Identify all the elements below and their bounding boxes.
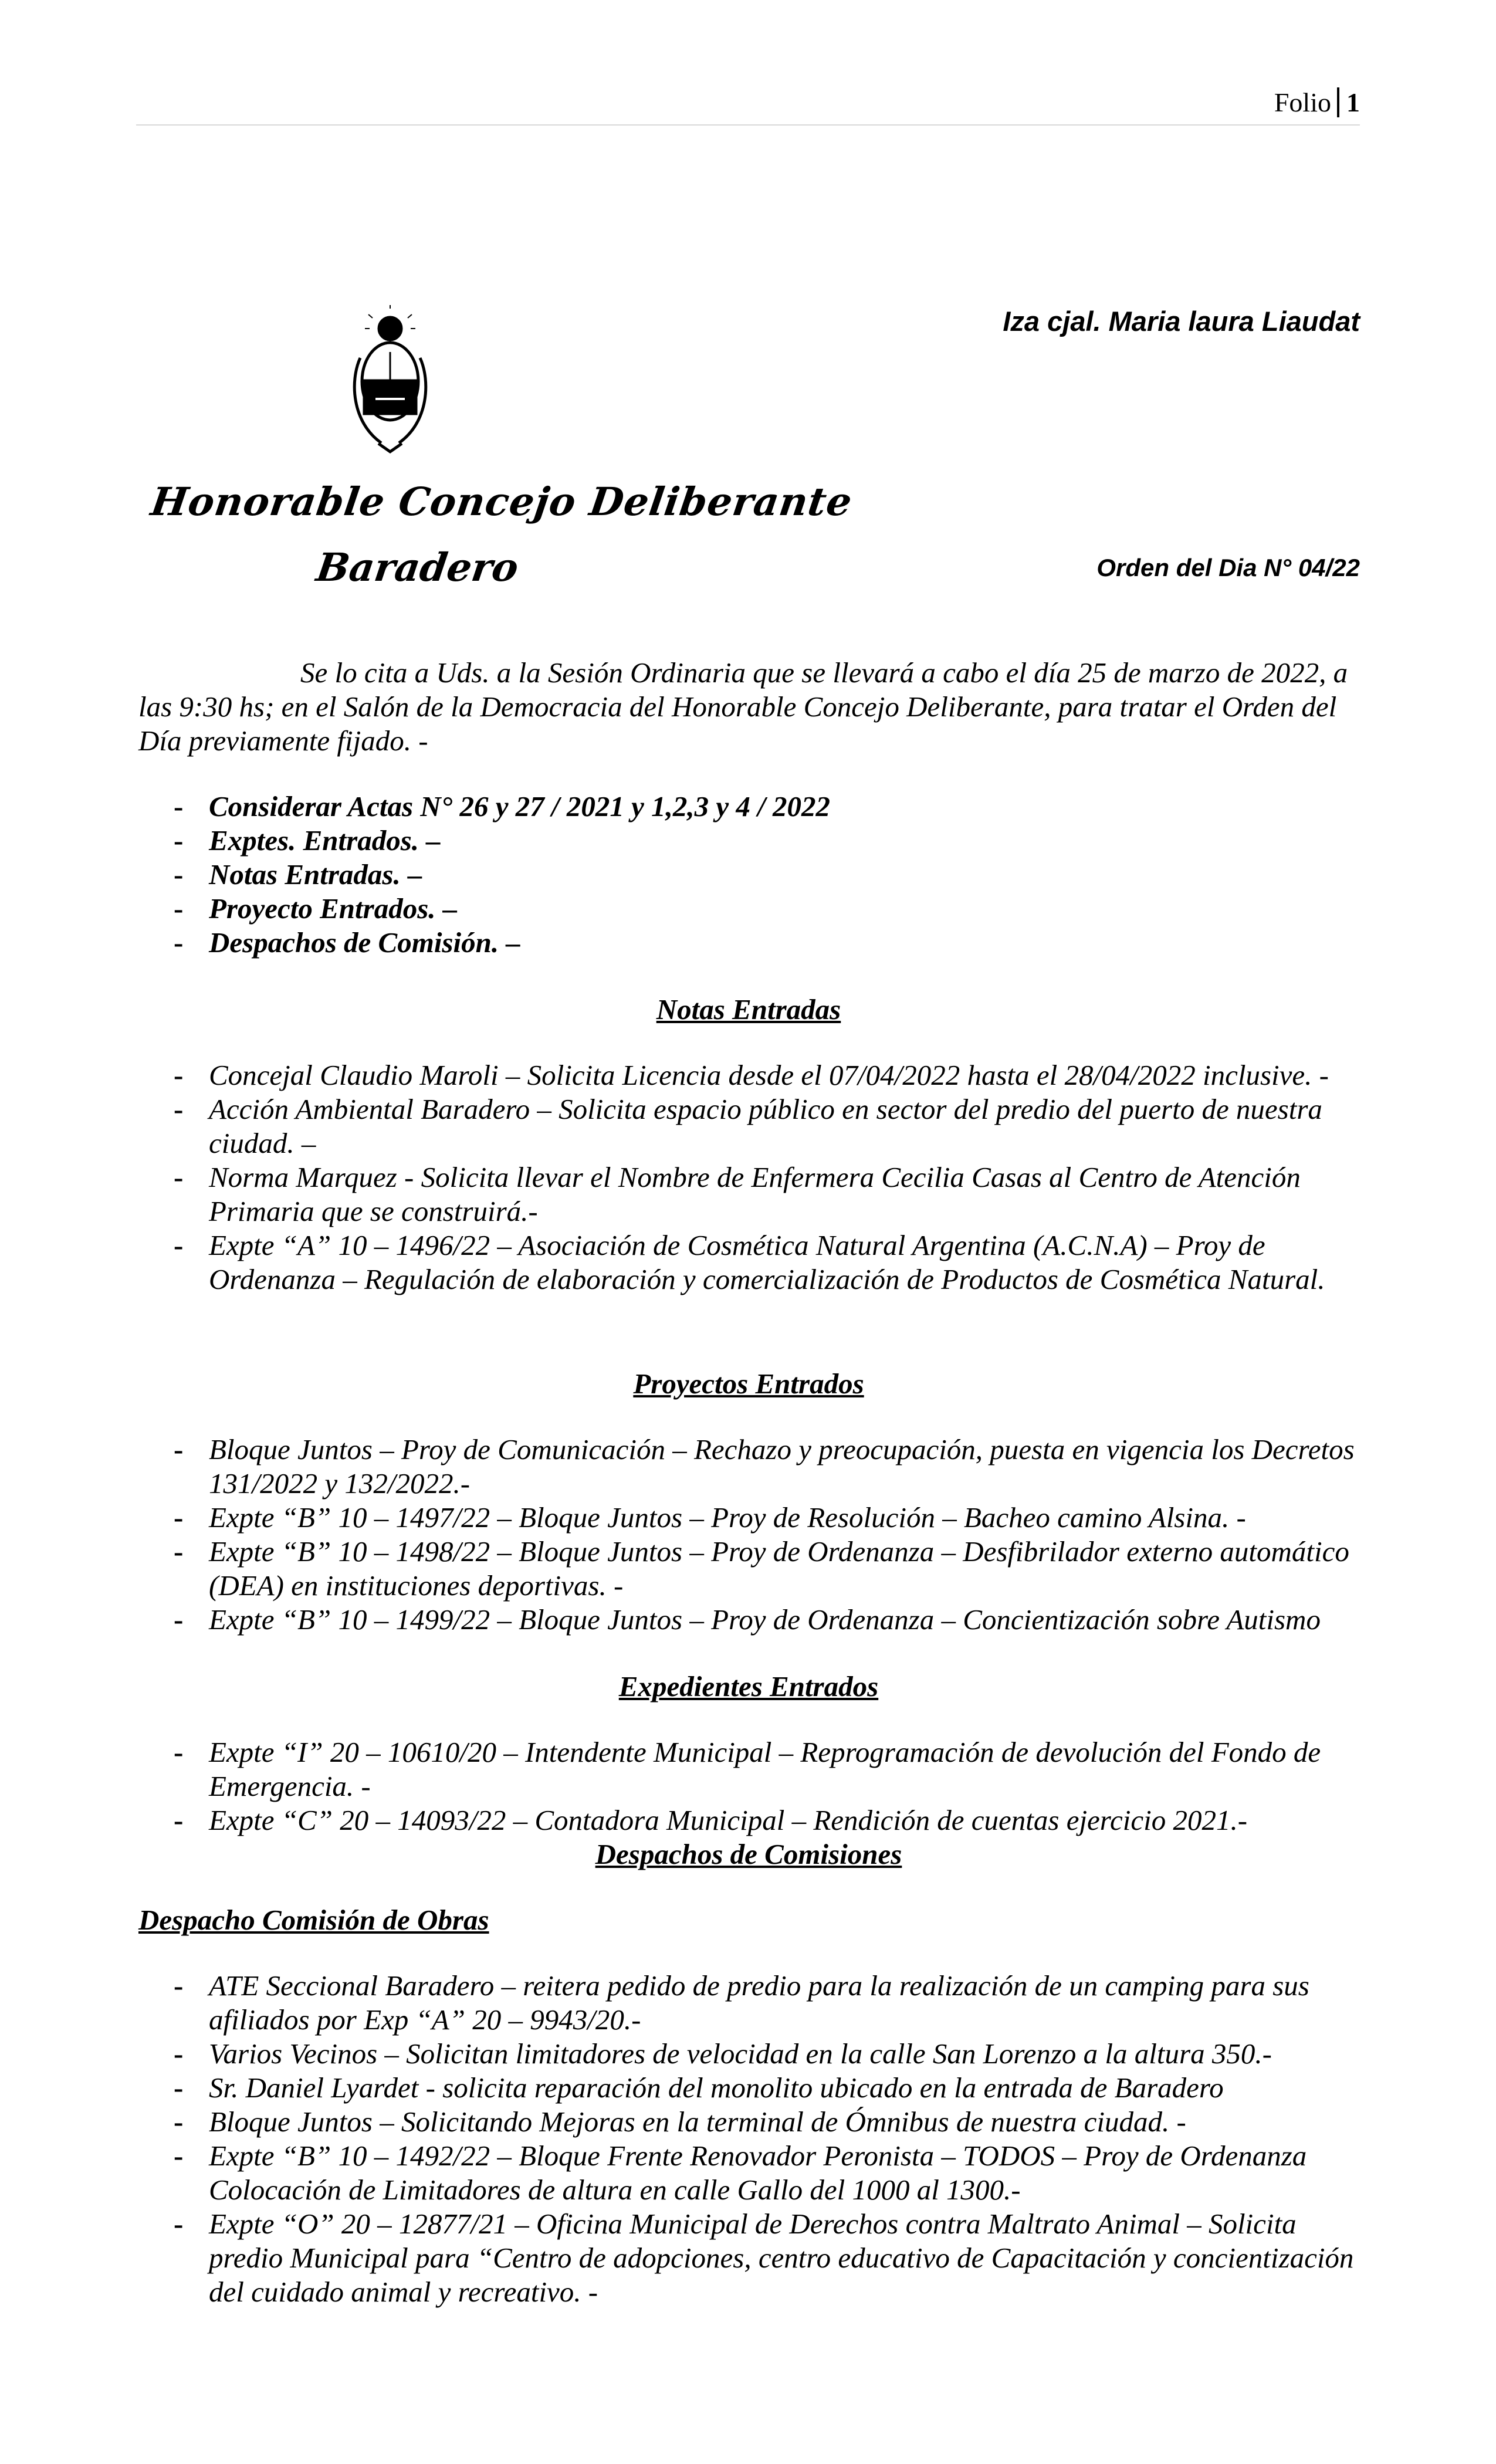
- list-item: - Sr. Daniel Lyardet - solicita reparación del monolito ubicado en la entrada de Baradero: [174, 2072, 1224, 2104]
- coat-of-arms-icon: [346, 305, 434, 458]
- expedientes-list: [138, 1735, 1359, 1837]
- list-item: - Bloque Juntos – Solicitando Mejoras en la terminal de Ómnibus de nuestra ciudad. -: [174, 2106, 1186, 2138]
- institution-name: Honorable Concejo Deliberante: [148, 479, 855, 524]
- list-item: - Norma Marquez - Solicita llevar el Nombre de Enfermera Cecilia Casas al Centro de Atención Primaria que se construirá.-: [174, 1161, 1301, 1227]
- list-item: - Expte “I” 20 – 10610/20 – Intendente Municipal – Reprogramación de devolución del Fondo de Emergencia. -: [174, 1736, 1321, 1802]
- list-item: - Expte “B” 10 – 1499/22 – Bloque Juntos – Proy de Ordenanza – Concientización sobre Autismo: [174, 1603, 1321, 1636]
- proyectos-list: [138, 1433, 1359, 1637]
- obras-title: Despacho Comisión de Obras: [138, 1904, 489, 1936]
- list-item: - Concejal Claudio Maroli – Solicita Licencia desde el 07/04/2022 hasta el 28/04/2022 inclusive. -: [174, 1059, 1329, 1091]
- agenda-item: - Notas Entradas. –: [174, 858, 422, 891]
- order-of-the-day: Orden del Dia N° 04/22: [1096, 554, 1360, 581]
- notas-title: Notas Entradas: [656, 993, 841, 1025]
- intro-paragraph: Se lo cita a Uds. a la Sesión Ordinaria que se llevará a cabo el día 25 de marzo de 2022, a las 9:30 hs; en el Salón de la Democracia del Honorable Concejo Deliberante, para tratar el Orden del Día previamente fijado. -: [138, 656, 1348, 757]
- institution-city: Baradero: [313, 544, 522, 590]
- list-item: - Expte “O” 20 – 12877/21 – Oficina Municipal de Derechos contra Maltrato Animal – Solicita predio Municipal para “Centro de adopciones, centro educativo de Capacitación y concientización del cuidado animal y recreativo. -: [174, 2208, 1354, 2308]
- notas-list: [138, 1058, 1359, 1297]
- header-divider: [136, 124, 1360, 126]
- list-item: - Bloque Juntos – Proy de Comunicación – Rechazo y preocupación, puesta en vigencia los Decretos 131/2022 y 132/2022.-: [174, 1433, 1355, 1500]
- proyectos-title: Proyectos Entrados: [633, 1368, 864, 1400]
- despachos-title: Despachos de Comisiones: [595, 1838, 902, 1870]
- list-item: - Expte “C” 20 – 14093/22 – Contadora Municipal – Rendición de cuentas ejercicio 2021.-: [174, 1804, 1248, 1836]
- folio-text: Folio: [1274, 87, 1331, 117]
- agenda-item: - Proyecto Entrados. –: [174, 892, 458, 925]
- list-item: - Varios Vecinos – Solicitan limitadores de velocidad en la calle San Lorenzo a la altura 350.-: [174, 2037, 1272, 2070]
- list-item: - Acción Ambiental Baradero – Solicita espacio público en sector del predio del puerto de nuestra ciudad. –: [174, 1093, 1322, 1159]
- obras-list: [138, 1969, 1359, 2309]
- list-item: - Expte “B” 10 – 1498/22 – Bloque Juntos – Proy de Ordenanza – Desfibrilador externo automático (DEA) en instituciones deportivas. -: [174, 1535, 1349, 1602]
- agenda-item: - Exptes. Entrados. –: [174, 824, 441, 857]
- agenda-list: [138, 790, 1359, 960]
- list-item: - Expte “A” 10 – 1496/22 – Asociación de Cosmética Natural Argentina (A.C.N.A) – Proy de Ordenanza – Regulación de elaboración y comercialización de Productos de Cosmética Natural.: [174, 1229, 1325, 1295]
- list-item: - Expte “B” 10 – 1492/22 – Bloque Frente Renovador Peronista – TODOS – Proy de Ordenanza Colocación de Limitadores de altura en calle Gallo del 1000 al 1300.-: [174, 2140, 1307, 2206]
- folio-number: 1: [1337, 87, 1360, 117]
- agenda-item: - Considerar Actas N° 26 y 27 / 2021 y 1,2,3 y 4 / 2022: [174, 790, 831, 823]
- agenda-item: - Despachos de Comisión. –: [174, 926, 520, 959]
- list-item: - ATE Seccional Baradero – reitera pedido de predio para la realización de un camping para sus afiliados por Exp “A” 20 – 9943/20.-: [174, 1969, 1309, 2036]
- document-body: [138, 656, 1359, 2309]
- expedientes-title: Expedientes Entrados: [618, 1670, 879, 1703]
- folio-label: [1274, 87, 1360, 118]
- list-item: - Expte “B” 10 – 1497/22 – Bloque Juntos – Proy de Resolución – Bacheo camino Alsina. -: [174, 1501, 1246, 1534]
- recipient: Iza cjal. Maria laura Liaudat: [1003, 306, 1360, 337]
